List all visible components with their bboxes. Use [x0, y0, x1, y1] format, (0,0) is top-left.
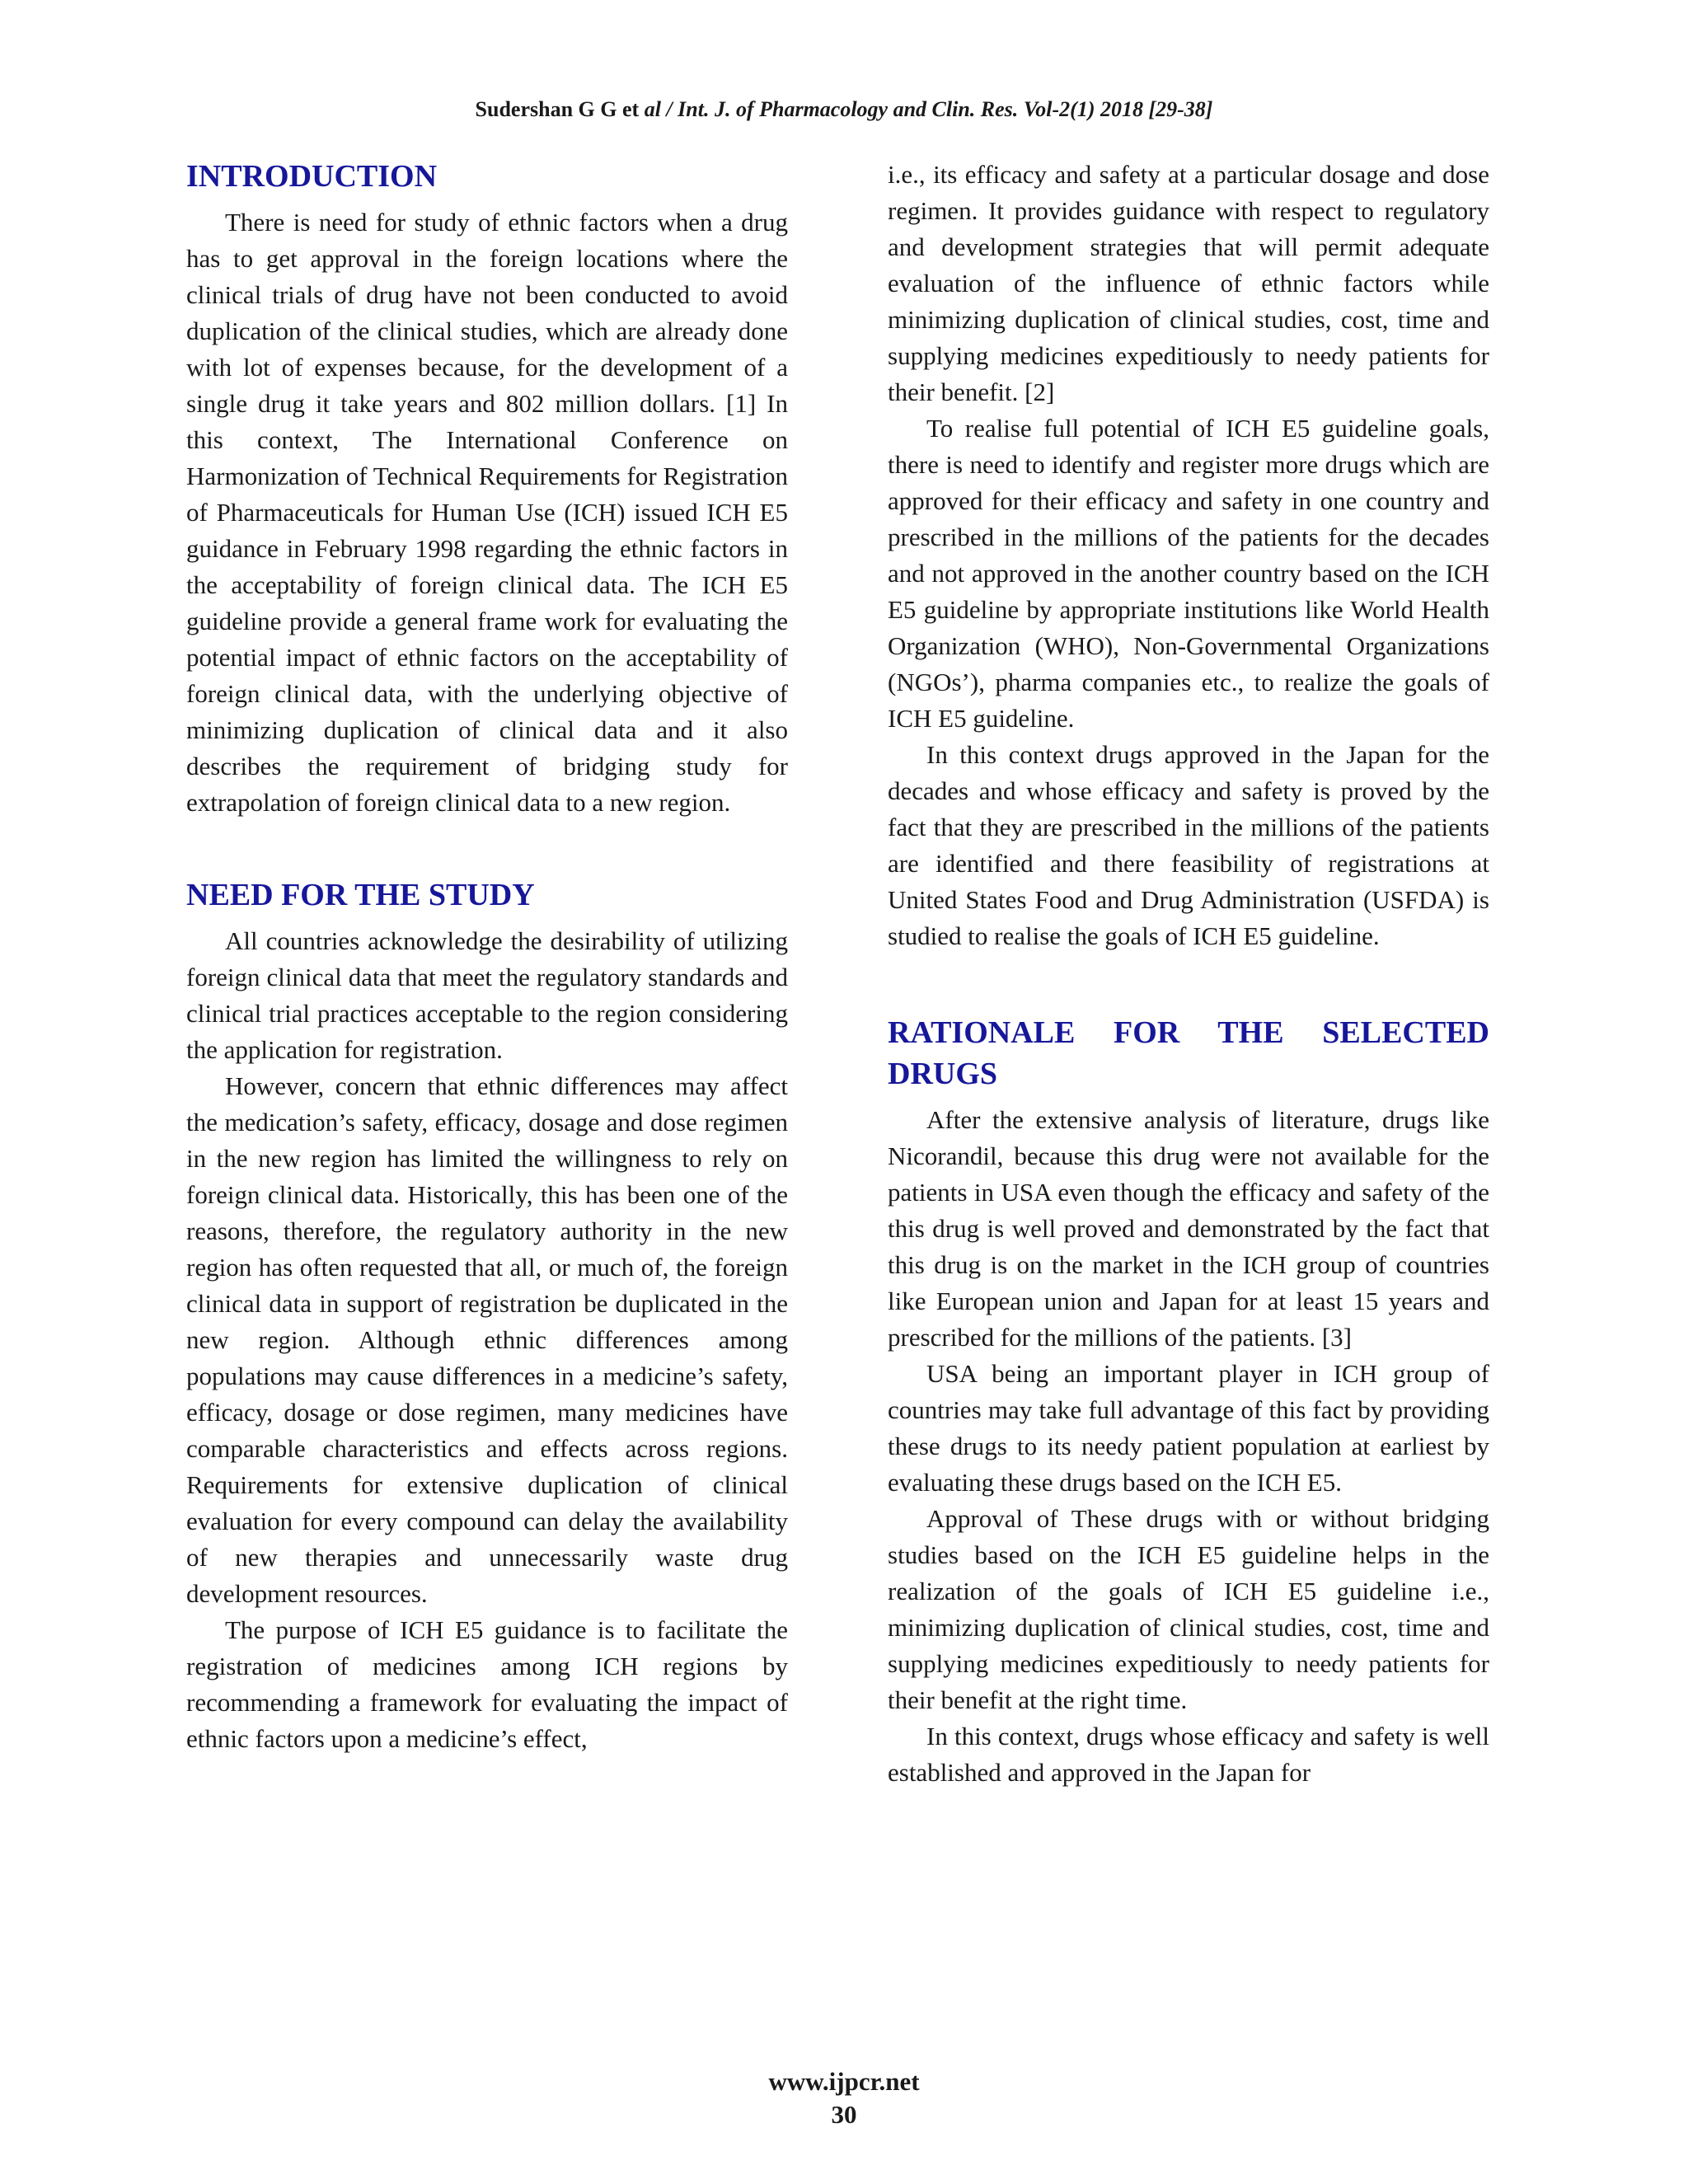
page-number: 30 — [831, 2100, 857, 2129]
header-authors: Sudershan G G et — [475, 97, 645, 121]
introduction-paragraph-1: There is need for study of ethnic factors when a drug has to get approval in the foreign locations where the clinical trials of drug have not been conducted to avoid duplication of the clinical studies, which are already done with lot of expenses because, for the development of a single drug it take years and 802 million dollars. [1] In this context, The International Conference on Harmonization of Technical Requirements for Registration of Pharmaceuticals for Human Use (ICH) issued ICH E5 guidance in February 1998 regarding the ethnic factors in the acceptability of foreign clinical data. The ICH E5 guideline provide a general frame work for evaluating the potential impact of ethnic factors on the acceptability of foreign clinical data, with the underlying objective of minimizing duplication of clinical data and it also describes the requirement of bridging study for extrapolation of foreign clinical data to a new region. — [186, 208, 788, 817]
header-journal: / Int. J. of Pharmacology and Clin. Res. — [660, 97, 1019, 121]
japan-drugs-paragraph: In this context drugs approved in the Japan for the decades and whose efficacy and safety is proved by the fact that they are prescribed in the millions of the patients are identified and there feasibility of registrations at United States Food and Drug Administration (USFDA) is studied to realise the goals of ICH E5 guideline. — [888, 740, 1489, 950]
footer-website: www.ijpcr.net — [768, 2067, 920, 2096]
continuation-paragraph: i.e., its efficacy and safety at a particular dosage and dose regimen. It provides guidance with respect to regulatory and development strategies that will permit adequate evaluation of the influence of ethnic factors while minimizing duplication of clinical studies, cost, time and supplying medicines expeditiously to needy patients for their benefit. [2] — [888, 160, 1489, 406]
header-al: al — [644, 97, 661, 121]
rationale-paragraph-1: After the extensive analysis of literature, drugs like Nicorandil, because this drug were not available for the patients in USA even though the efficacy and safety of the this drug is well proved and demonstrated by the fact that this drug is on the market in the ICH group of countries like European union and Japan for at least 15 years and prescribed for the millions of the patients. [3] — [888, 1105, 1489, 1352]
rationale-paragraph-4: In this context, drugs whose efficacy and safety is well established and approved in the Japan for — [888, 1722, 1489, 1787]
left-column — [186, 158, 788, 1757]
need-paragraph-3: The purpose of ICH E5 guidance is to facilitate the registration of medicines among ICH regions by recommending a framework for evaluating the impact of ethnic factors upon a medicine’s effect, — [186, 1615, 788, 1753]
running-header — [0, 97, 1688, 122]
rationale-heading-line2: DRUGS — [888, 1057, 998, 1091]
rationale-paragraph-3: Approval of These drugs with or without bridging studies based on the ICH E5 guideline helps in the realization of the goals of ICH E5 guideline i.e., minimizing duplication of clinical studies, cost, time and supplying medicines expeditiously to needy patients for their benefit at the right time. — [888, 1504, 1489, 1714]
need-for-study-heading: NEED FOR THE STUDY — [186, 878, 535, 912]
right-column — [888, 157, 1489, 1791]
introduction-heading: INTRODUCTION — [186, 159, 438, 194]
rationale-heading: RATIONALE FOR THE SELECTED — [888, 1015, 1489, 1050]
need-paragraph-2: However, concern that ethnic differences may affect the medication’s safety, efficacy, dosage and dose regimen in the new region has limited the willingness to rely on foreign clinical data. Historically, this has been one of the reasons, therefore, the regulatory authority in the new region has often requested that all, or much of, the foreign clinical data in support of registration be duplicated in the new region. Although ethnic differences among populations may cause differences in a medicine’s safety, efficacy, dosage or dose regimen, many medicines have comparable characteristics and effects across regions. Requirements for extensive duplication of clinical evaluation for every compound can delay the availability of new therapies and unnecessarily waste drug development resources. — [186, 1071, 788, 1608]
goals-paragraph: To realise full potential of ICH E5 guideline goals, there is need to identify and register more drugs which are approved for their efficacy and safety in one country and prescribed in the millions of the patients for the decades and not approved in the another country based on the ICH E5 guideline by appropriate institutions like World Health Organization (WHO), Non-Governmental Organizations (NGOs’), pharma companies etc., to realize the goals of ICH E5 guideline. — [888, 414, 1489, 733]
header-volume: Vol-2(1) 2018 [29-38] — [1018, 97, 1213, 121]
need-paragraph-1: All countries acknowledge the desirability of utilizing foreign clinical data that meet the regulatory standards and clinical trial practices acceptable to the region considering the application for registration. — [186, 926, 788, 1064]
rationale-paragraph-2: USA being an important player in ICH group of countries may take full advantage of this fact by providing these drugs to its needy patient population at earliest by evaluating these drugs based on the ICH E5. — [888, 1359, 1489, 1497]
